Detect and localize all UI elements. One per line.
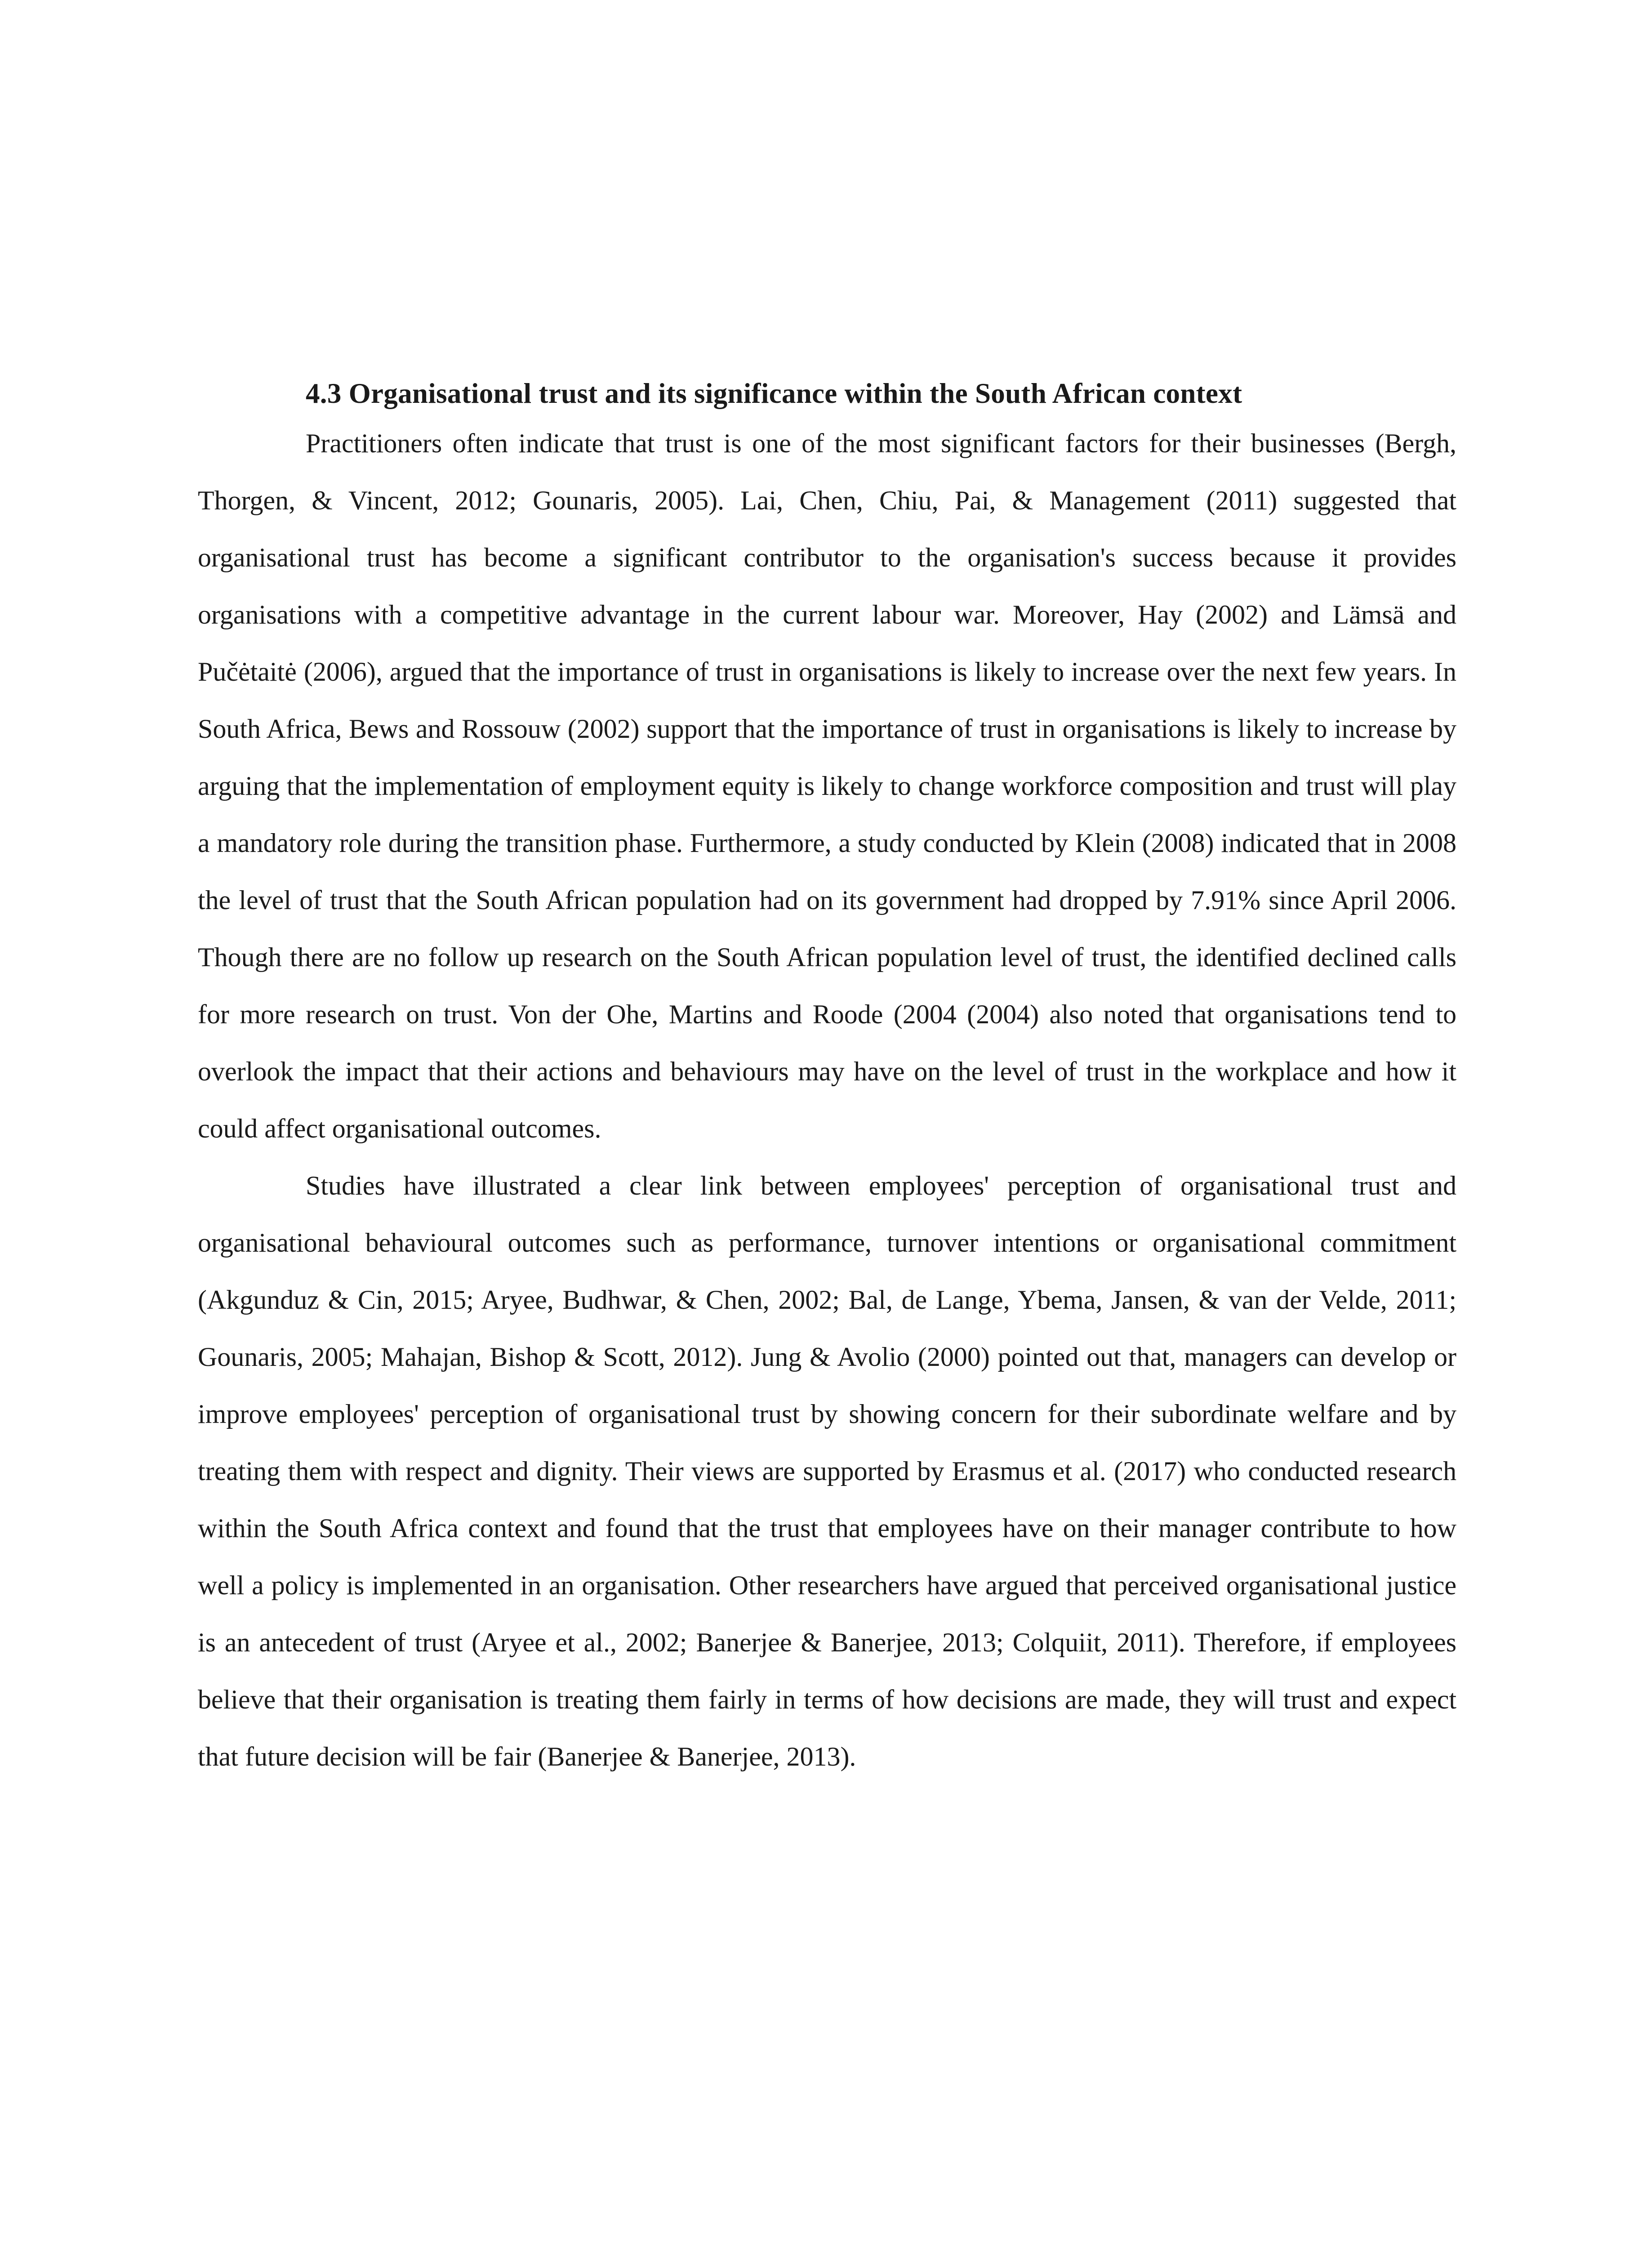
body-paragraph-1: Practitioners often indicate that trust is one of the most significant factors for their businesses (Bergh, Thorgen, & Vincent, 2012; Gounaris, 2005). Lai, Chen, Chiu, Pai, & Management (2011) suggested that organisational trust has become a significant contributor to the organisation's success because it provides organisations with a competitive advantage in the current labour war. Moreover, Hay (2002) and Lämsä and Pučėtaitė (2006), argued that the importance of trust in organisations is likely to increase over the next few years. In South Africa, Bews and Rossouw (2002) support that the importance of trust in organisations is likely to increase by arguing that the implementation of employment equity is likely to change workforce composition and trust will play a mandatory role during the transition phase. Furthermore, a study conducted by Klein (2008) indicated that in 2008 the level of trust that the South African population had on its government had dropped by 7.91% since April 2006. Though there are no follow up research on the South African population level of trust, the identified declined calls for more research on trust. Von der Ohe, Martins and Roode (2004 (2004) also noted that organisations tend to overlook the impact that their actions and behaviours may have on the level of trust in the workplace and how it could affect organisational outcomes.: [198, 428, 1456, 1143]
page-content: [198, 375, 1456, 1785]
section-heading: 4.3 Organisational trust and its significance within the South African context: [306, 378, 1242, 409]
body-paragraph-2: Studies have illustrated a clear link between employees' perception of organisational trust and organisational behavioural outcomes such as performance, turnover intentions or organisational commitment (Akgunduz & Cin, 2015; Aryee, Budhwar, & Chen, 2002; Bal, de Lange, Ybema, Jansen, & van der Velde, 2011; Gounaris, 2005; Mahajan, Bishop & Scott, 2012). Jung & Avolio (2000) pointed out that, managers can develop or improve employees' perception of organisational trust by showing concern for their subordinate welfare and by treating them with respect and dignity. Their views are supported by Erasmus et al. (2017) who conducted research within the South Africa context and found that the trust that employees have on their manager contribute to how well a policy is implemented in an organisation. Other researchers have argued that perceived organisational justice is an antecedent of trust (Aryee et al., 2002; Banerjee & Banerjee, 2013; Colquiit, 2011). Therefore, if employees believe that their organisation is treating them fairly in terms of how decisions are made, they will trust and expect that future decision will be fair (Banerjee & Banerjee, 2013).: [198, 1171, 1456, 1771]
